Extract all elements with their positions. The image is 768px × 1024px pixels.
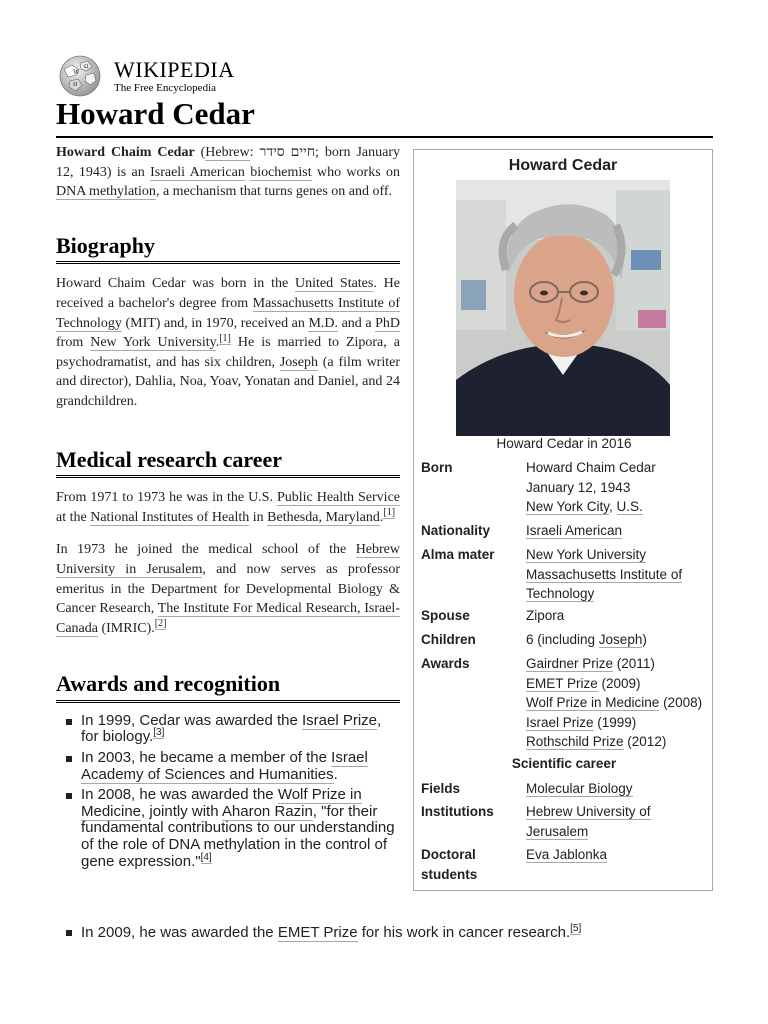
link-hebrew[interactable]: Hebrew (205, 145, 250, 160)
medical-paragraph-1: From 1971 to 1973 he was in the U.S. Public Health Service at the National Institutes of Health in Bethesda, Maryland.[1] (56, 490, 400, 525)
wikipedia-tagline: The Free Encyclopedia (114, 81, 217, 94)
link-new-york-city[interactable]: New York City (526, 499, 610, 514)
infobox (413, 149, 713, 891)
infobox-row-alma-mater (421, 545, 711, 604)
born-date: January 12, 1943 (526, 479, 631, 495)
infobox-row-nationality (421, 521, 711, 541)
wikipedia-wordmark: WIKIPEDIA (114, 56, 235, 82)
infobox-label: Awards (421, 656, 470, 671)
link-united-states[interactable]: United States (294, 276, 374, 292)
infobox-row-spouse (421, 606, 711, 626)
intro-paragraph: Howard Chaim Cedar (Hebrew: חיים סידר; born January 12, 1943) is an Israeli American biochemist who works on DNA methylation, a mechanism that turns genes on and off. (56, 145, 401, 200)
spouse-value: Zipora (526, 608, 565, 623)
link-rothschild-prize[interactable]: Rothschild Prize (526, 734, 624, 749)
infobox-label: Nationality (421, 523, 491, 538)
infobox-label: Alma mater (421, 547, 495, 562)
link-gairdner-prize[interactable]: Gairdner Prize (526, 656, 614, 671)
list-item: In 1999, Cedar was awarded the Israel Prize, for biology.[3] (66, 713, 400, 746)
link-emet-prize[interactable]: EMET Prize (277, 924, 358, 941)
reference-1[interactable]: [1] (383, 507, 396, 519)
photo-caption: Howard Cedar in 2016 (496, 436, 632, 451)
born-name: Howard Chaim Cedar (526, 460, 656, 475)
link-eva-jablonka[interactable]: Eva Jablonka (526, 847, 608, 862)
title-divider (56, 136, 713, 138)
wikipedia-logo[interactable] (56, 54, 256, 98)
link-public-health-service[interactable]: Public Health Service (276, 490, 400, 506)
link-biochemist[interactable]: biochemist (250, 164, 312, 180)
infobox-label: Born (421, 460, 453, 475)
link-israel-prize[interactable]: Israel Prize (301, 711, 378, 729)
link-israeli-american[interactable]: Israeli American (150, 164, 245, 180)
awards-list (56, 713, 400, 870)
link-israeli-american[interactable]: Israeli American (526, 523, 623, 538)
link-wolf-prize[interactable]: Wolf Prize in Medicine (81, 786, 362, 820)
section-heading-awards: Awards and recognition (56, 674, 400, 703)
infobox-row-doctoral-students (421, 845, 711, 884)
link-mit[interactable]: Massachusetts Institute of (526, 566, 683, 582)
infobox-label: students (421, 866, 478, 882)
infobox-label: Children (421, 632, 476, 647)
link-hebrew-university[interactable]: Hebrew University of (526, 804, 651, 819)
page-title: Howard Cedar (56, 96, 255, 131)
link-bethesda[interactable]: Bethesda, Maryland (267, 509, 380, 525)
medical-paragraph-2: In 1973 he joined the medical school of the Hebrew University in Jerusalem, and now serves as professor emeritus in the Department for Developmental Biology & Cancer Research, The Institute For Medical Research, Israel-Canada (IMRIC).[2] (56, 542, 400, 636)
svg-text:Ω: Ω (84, 64, 89, 70)
section-heading-medical-research: Medical research career (56, 450, 400, 479)
list-item: In 2009, he was awarded the EMET Prize for his work in cancer research.[5] (66, 924, 581, 942)
infobox-subheading: Scientific career (511, 756, 617, 771)
link-nyu[interactable]: New York University (526, 547, 647, 562)
link-joseph[interactable]: Joseph (598, 632, 643, 647)
link-joseph[interactable]: Joseph (279, 354, 318, 370)
link-dna-methylation[interactable]: DNA methylation (56, 184, 156, 200)
infobox-title: Howard Cedar (508, 157, 618, 174)
link-us[interactable]: U.S. (616, 499, 643, 514)
wikipedia-globe-icon (56, 55, 104, 97)
infobox-row-children: Children 6 (including Joseph) (421, 630, 711, 650)
link-nyu[interactable]: New York University (90, 335, 216, 351)
link-aharon-razin[interactable]: Aharon Razin (221, 802, 313, 820)
infobox-label: Doctoral (421, 847, 476, 862)
list-item: In 2003, he became a member of the Israel Academy of Sciences and Humanities. (66, 750, 400, 783)
reference-2[interactable]: [2] (154, 618, 167, 630)
link-israel-academy[interactable]: Israel Academy of Sciences and Humanities (81, 749, 368, 783)
subject-name: Howard Chaim Cedar (56, 145, 195, 160)
link-md[interactable]: M.D. (308, 315, 339, 331)
portrait-photo[interactable] (456, 180, 670, 436)
infobox-label: Spouse (421, 608, 470, 623)
link-emet-prize[interactable]: EMET Prize (526, 675, 598, 691)
link-molecular-biology[interactable]: Molecular Biology (526, 781, 633, 796)
reference-5[interactable]: [5] (570, 923, 582, 934)
link-mit[interactable]: Massachusetts Institute of Technology (56, 295, 400, 331)
link-israel-prize[interactable]: Israel Prize (526, 714, 594, 730)
biography-paragraph: Howard Chaim Cedar was born in the United States. He received a bachelor's degree from Massachusetts Institute of Technology (MIT) and, in 1970, received an M.D. and a PhD from New York University.[1] He is married to Zipora, a psychodramatist, and has six children, Joseph (a film writer and director), Dahlia, Noa, Yoav, Yonatan and Daniel, and 24 grandchildren. (56, 276, 400, 409)
reference-1[interactable]: [1] (219, 332, 231, 344)
infobox-row-born: Born Howard Chaim Cedar January 12, 1943 New York City, U.S. (421, 458, 711, 517)
link-phd[interactable]: PhD (375, 315, 400, 331)
article-body (56, 143, 400, 874)
svg-text:W: W (73, 68, 80, 76)
infobox-row-awards: Awards Gairdner Prize (2011) EMET Prize (2009) Wolf Prize in Medicine (2008) Israel Prize (1999) Rothschild Prize (2012) (421, 654, 711, 752)
section-heading-biography: Biography (56, 236, 400, 265)
link-wolf-prize[interactable]: Wolf Prize in Medicine (526, 695, 660, 710)
link-nih[interactable]: National Institutes of Health (90, 509, 250, 525)
link-imric[interactable]: The Institute For Medical Research, Israel-Canada (56, 601, 400, 636)
infobox-label: Institutions (421, 804, 494, 819)
infobox-label: Fields (421, 781, 461, 796)
reference-4[interactable]: [4] (200, 851, 212, 863)
infobox-row-fields (421, 779, 711, 799)
svg-text:И: И (73, 82, 78, 88)
reference-3[interactable]: [3] (153, 727, 165, 739)
infobox-row-institutions (421, 802, 711, 841)
link-mit[interactable]: Technology (526, 586, 595, 601)
link-hebrew-university[interactable]: Hebrew University in Jerusalem (56, 542, 400, 577)
list-item: In 2008, he was awarded the Wolf Prize in Medicine, jointly with Aharon Razin, "for their fundamental contributions to our understanding of the role of DNA methylation in the control of gene expression."[4] (66, 787, 400, 870)
link-hebrew-university[interactable]: Jerusalem (526, 823, 589, 839)
